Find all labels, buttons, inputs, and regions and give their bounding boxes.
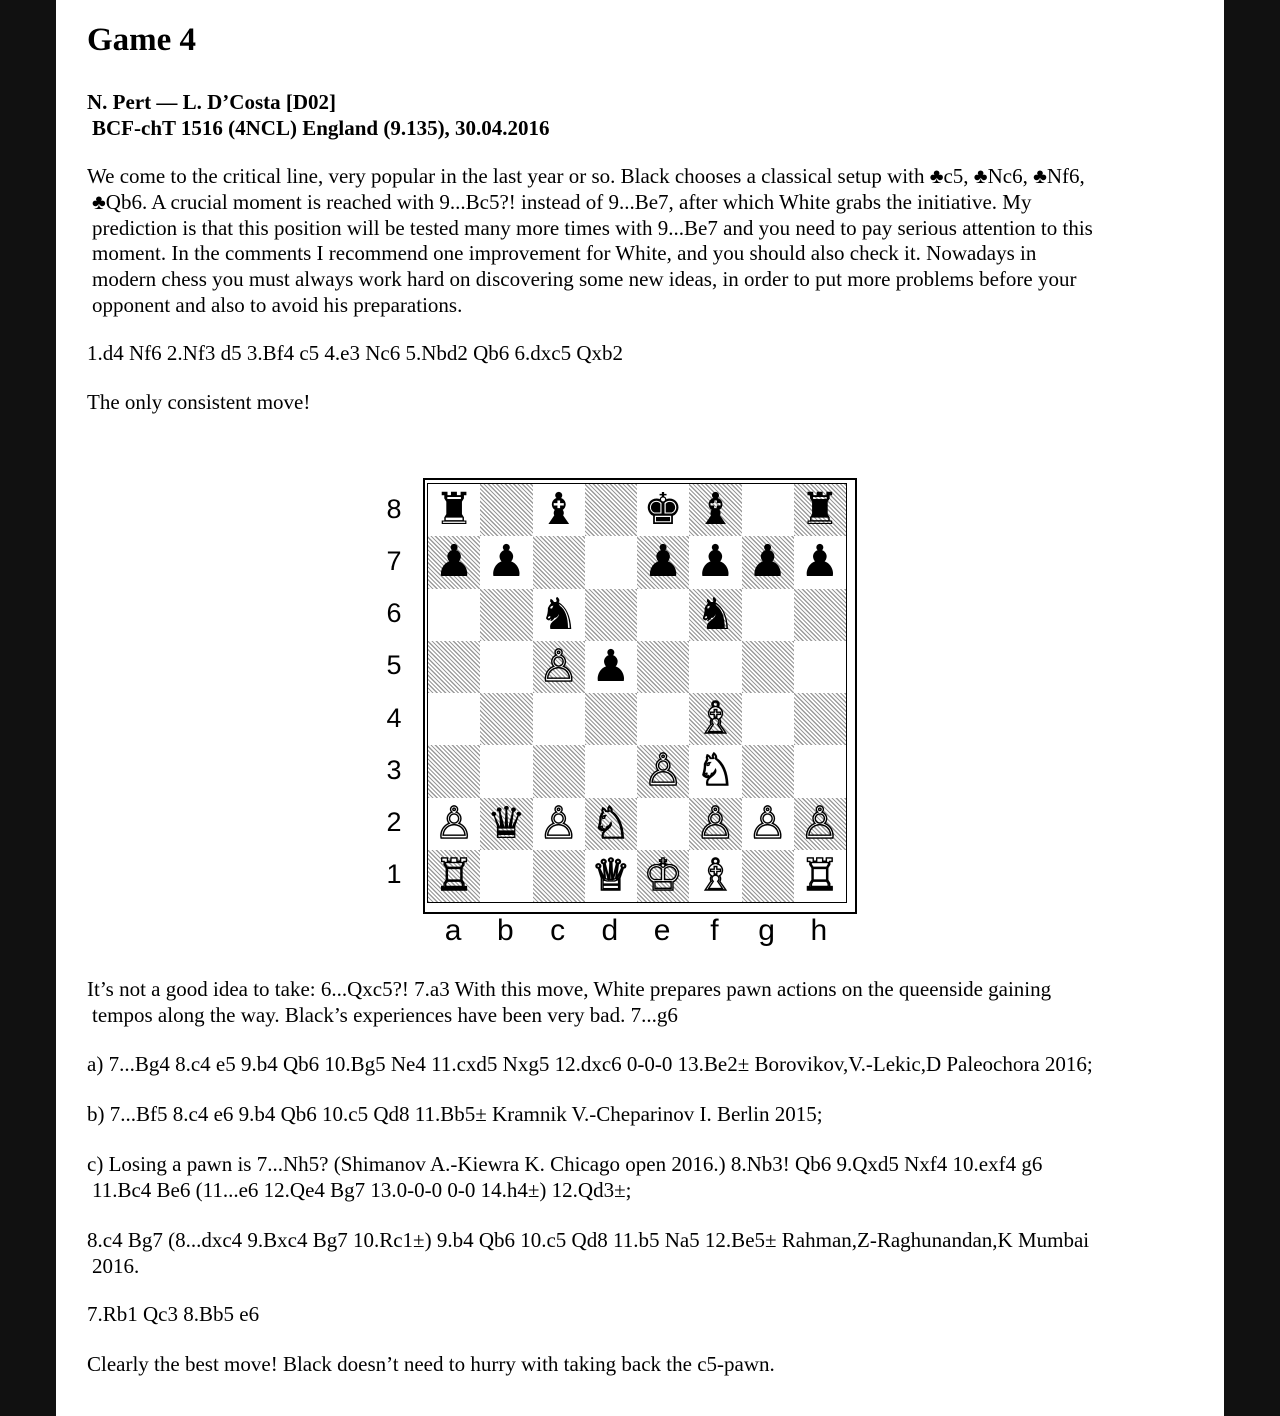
square-e3 [637,745,689,797]
chess-diagram [386,478,857,947]
rank-label: 1 [386,859,402,890]
square-d3 [585,745,637,797]
game-players: N. Pert — L. D’Costa [D02] [87,90,337,114]
square-c1 [533,850,585,902]
rank-label: 7 [386,545,402,576]
chess-piece: ♙ [538,640,579,692]
intro-line: prediction is that this position will be tested many more times with 9...Be7 and you need to pay serious attention to this [92,215,1093,240]
square-c6 [533,589,585,641]
file-label: e [653,914,671,947]
rank-label: 4 [386,702,402,733]
moves-line: 1.d4 Nf6 2.Nf3 d5 3.Bf4 c5 4.e3 Nc6 5.Nbd2 Qb6 6.dxc5 Qxb2 [87,341,624,365]
variation-d [87,1228,1197,1280]
square-a1 [428,850,480,902]
chess-piece: ♟ [434,536,474,588]
square-c5 [533,641,585,693]
square-d2 [585,798,637,850]
square-f7 [689,536,741,588]
chess-piece: ♟ [747,536,788,588]
chess-piece: ♜ [434,484,474,536]
square-a8 [428,484,480,536]
square-e7 [637,536,689,588]
square-e6 [637,589,689,641]
square-b8 [480,484,532,536]
square-g8 [742,484,794,536]
text-line: 11.Bc4 Be6 (11...e6 12.Qe4 Bg7 13.0-0-0 0-0 14.h4±) 12.Qd3±; [92,1177,632,1202]
file-label: f [710,914,719,947]
intro-line: opponent and also to avoid his preparations. [92,292,463,317]
square-f6 [689,589,741,641]
square-b7 [480,536,532,588]
comment-line: The only consistent move! [87,390,311,414]
chess-piece: ♙ [695,797,736,849]
file-label: b [497,914,514,947]
square-c7 [533,536,585,588]
chess-piece: ♘ [695,745,736,797]
square-h8 [794,484,846,536]
square-d5 [585,641,637,693]
chess-piece: ♜ [800,484,840,536]
square-g2 [742,798,794,850]
file-labels [427,914,845,948]
square-a5 [428,641,480,693]
rank-label: 6 [386,598,402,629]
chess-piece: ♖ [800,849,840,901]
page-title: Game 4 [87,22,197,58]
rank-labels [379,483,409,901]
square-g5 [742,641,794,693]
game-event: BCF-chT 1516 (4NCL) England (9.135), 30.04.2016 [92,116,550,140]
text-line: 2016. [92,1253,140,1278]
rank-label: 2 [386,807,402,838]
chess-piece: ♘ [591,797,631,849]
chess-piece: ♗ [695,693,736,745]
moves-line: 7.Rb1 Qc3 8.Bb5 e6 [87,1302,260,1326]
chess-piece: ♞ [695,588,736,640]
chess-piece: ♛ [486,797,527,849]
square-a2 [428,798,480,850]
square-c2 [533,798,585,850]
paragraph-capture [87,977,1197,1029]
chess-piece: ♟ [695,536,736,588]
chess-piece: ♚ [643,484,683,536]
square-f5 [689,641,741,693]
square-b2 [480,798,532,850]
square-h2 [794,798,846,850]
document-page [56,0,1224,1416]
square-h4 [794,693,846,745]
chess-piece: ♖ [434,849,474,901]
chess-piece: ♙ [800,797,840,849]
square-c4 [533,693,585,745]
chess-piece: ♙ [538,797,579,849]
square-a7 [428,536,480,588]
square-d1 [585,850,637,902]
comment-line: Clearly the best move! Black doesn’t need to hurry with taking back the c5-pawn. [87,1352,775,1376]
square-f8 [689,484,741,536]
square-d7 [585,536,637,588]
intro-paragraph [87,164,1197,319]
square-h7 [794,536,846,588]
game-header [87,89,550,141]
square-b5 [480,641,532,693]
square-g7 [742,536,794,588]
square-h3 [794,745,846,797]
intro-line: We come to the critical line, very popular in the last year or so. Black chooses a classical setup with ♣c5, ♣Nc6, ♣Nf6, [87,164,1085,188]
square-a3 [428,745,480,797]
square-b6 [480,589,532,641]
rank-label: 8 [386,493,402,524]
file-label: d [601,914,619,947]
square-b3 [480,745,532,797]
rank-label: 3 [386,754,402,785]
text-line: 8.c4 Bg7 (8...dxc4 9.Bxc4 Bg7 10.Rc1±) 9.b4 Qb6 10.c5 Qd8 11.b5 Na5 12.Be5± Rahman,Z-Raghunandan,K Mumbai [87,1228,1090,1252]
square-a4 [428,693,480,745]
square-e5 [637,641,689,693]
square-g6 [742,589,794,641]
intro-line: moment. In the comments I recommend one improvement for White, and you should also check it. Nowadays in [92,241,1037,266]
square-e4 [637,693,689,745]
chess-piece: ♕ [591,849,631,901]
variation-b: b) 7...Bf5 8.c4 e6 9.b4 Qb6 10.c5 Qd8 11.Bb5± Kramnik V.-Cheparinov I. Berlin 2015; [87,1102,823,1126]
file-label: h [810,914,828,947]
chess-board [427,483,847,903]
square-f3 [689,745,741,797]
rank-label: 5 [386,650,402,681]
square-h6 [794,589,846,641]
square-b1 [480,850,532,902]
square-f2 [689,798,741,850]
chess-piece: ♙ [434,797,474,849]
square-g4 [742,693,794,745]
variation-a: a) 7...Bg4 8.c4 e5 9.b4 Qb6 10.Bg5 Ne4 11.cxd5 Nxg5 12.dxc6 0-0-0 13.Be2± Borovikov,V.-Lekic,D Paleochora 2016; [87,1052,1093,1076]
square-a6 [428,589,480,641]
text-line: c) Losing a pawn is 7...Nh5? (Shimanov A.-Kiewra K. Chicago open 2016.) 8.Nb3! Qb6 9.Qxd5 Nxf4 10.exf4 g6 [87,1152,1043,1176]
square-e8 [637,484,689,536]
chess-piece: ♟ [591,640,631,692]
square-g3 [742,745,794,797]
file-label: c [550,914,566,947]
chess-piece: ♞ [538,588,579,640]
chess-piece: ♙ [747,797,788,849]
chess-piece: ♟ [643,536,683,588]
square-b4 [480,693,532,745]
square-c3 [533,745,585,797]
chess-piece: ♔ [643,849,683,901]
text-line: It’s not a good idea to take: 6...Qxc5?! 7.a3 With this move, White prepares pawn actions on the queenside gaining [87,977,1052,1001]
chess-piece: ♟ [800,536,840,588]
file-label: g [758,914,775,947]
square-h1 [794,850,846,902]
square-c8 [533,484,585,536]
file-label: a [444,914,462,947]
chess-piece: ♝ [538,484,579,536]
chess-piece: ♗ [695,849,736,901]
chess-piece: ♟ [486,536,527,588]
text-line: tempos along the way. Black’s experiences have been very bad. 7...g6 [92,1002,678,1027]
variation-c [87,1152,1197,1204]
square-e1 [637,850,689,902]
chess-piece: ♙ [643,745,683,797]
square-e2 [637,798,689,850]
square-d6 [585,589,637,641]
square-d8 [585,484,637,536]
chess-piece: ♝ [695,484,736,536]
square-h5 [794,641,846,693]
intro-line: modern chess you must always work hard on discovering some new ideas, in order to put more problems before your [92,267,1077,292]
square-f4 [689,693,741,745]
intro-line: ♣Qb6. A crucial moment is reached with 9...Bc5?! instead of 9...Be7, after which White grabs the initiative. My [92,189,1032,214]
square-f1 [689,850,741,902]
square-g1 [742,850,794,902]
square-d4 [585,693,637,745]
